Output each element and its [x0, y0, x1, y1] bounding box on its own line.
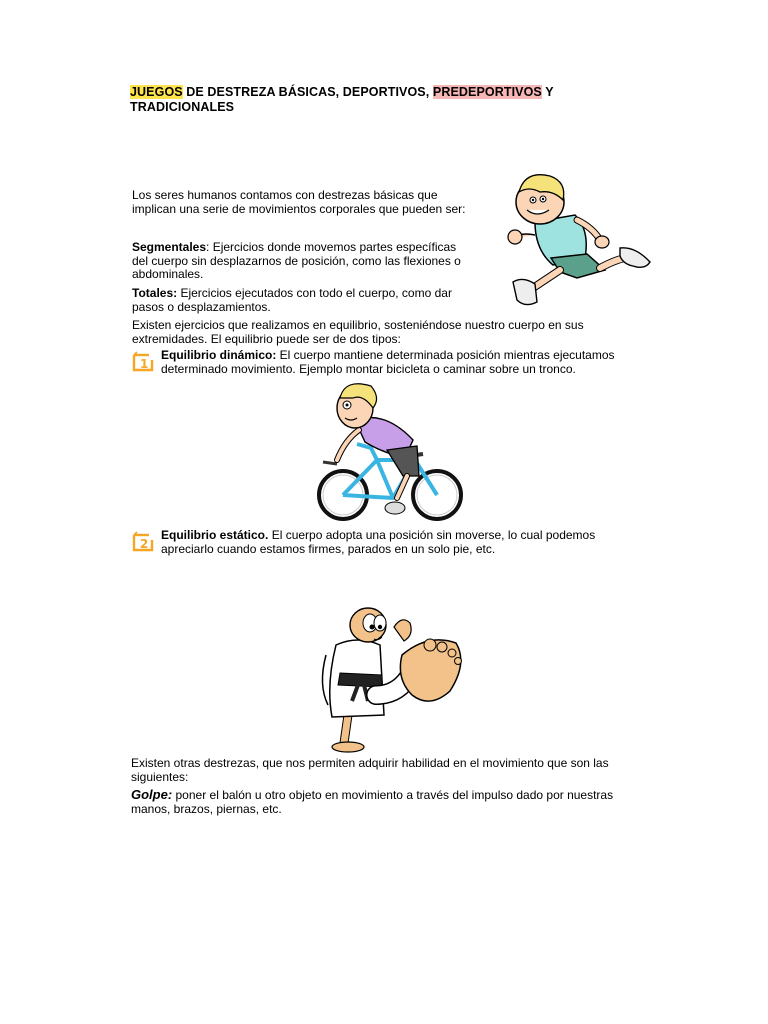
text-line: manos, brazos, piernas, etc. — [131, 801, 282, 816]
karate-kick-illustration — [318, 605, 468, 755]
text-line: Ejercicios ejecutados con todo el cuerpo, como dar — [177, 286, 452, 300]
text-line: siguientes: — [131, 769, 189, 784]
title-part: DE DESTREZA BÁSICAS, DEPORTIVOS, — [182, 85, 433, 99]
totales-paragraph — [132, 287, 502, 314]
text-line: del cuerpo sin desplazarnos de posición, como las flexiones o — [132, 253, 461, 268]
text-line: Los seres humanos contamos con destrezas básicas que — [132, 188, 438, 202]
text-line: El cuerpo adopta una posición sin moverse, lo cual podemos — [268, 528, 596, 542]
text-line: pasos o desplazamientos. — [132, 299, 271, 314]
title-word-juegos: JUEGOS — [130, 85, 183, 99]
estatico-paragraph — [161, 529, 661, 556]
icon-number: 2 — [140, 537, 149, 551]
document-title — [130, 85, 650, 115]
title-line-2: TRADICIONALES — [130, 100, 235, 114]
segmentales-paragraph — [132, 241, 502, 282]
text-line: poner el balón u otro objeto en movimiento a través del impulso dado por nuestras — [172, 788, 614, 802]
estatico-label: Equilibrio estático. — [161, 528, 269, 542]
text-line: determinado movimiento. Ejemplo montar bicicleta o caminar sobre un tronco. — [161, 361, 576, 376]
golpe-label: Golpe: — [131, 787, 173, 802]
otras-destrezas-paragraph — [131, 757, 671, 784]
intro-paragraph — [132, 189, 502, 216]
dinamico-paragraph — [161, 349, 661, 376]
cyclist-illustration — [315, 380, 467, 530]
text-line: : Ejercicios donde movemos partes específicas — [206, 240, 457, 254]
segmentales-label: Segmentales — [132, 240, 207, 254]
icon-number: 1 — [140, 357, 149, 371]
number-two-icon — [131, 531, 155, 553]
dinamico-label: Equilibrio dinámico: — [161, 348, 277, 362]
title-word-predeportivos: PREDEPORTIVOS — [432, 85, 542, 99]
number-one-icon — [131, 351, 155, 373]
golpe-paragraph — [131, 788, 671, 816]
totales-label: Totales: — [132, 286, 178, 300]
text-line: extremidades. El equilibrio puede ser de dos tipos: — [132, 331, 401, 346]
text-line: Existen ejercicios que realizamos en equilibrio, sosteniéndose nuestro cuerpo en sus — [132, 318, 584, 332]
text-line: El cuerpo mantiene determinada posición mientras ejecutamos — [276, 348, 615, 362]
equilibrio-paragraph — [132, 319, 672, 346]
text-line: abdominales. — [132, 267, 204, 282]
text-line: implican una serie de movimientos corporales que pueden ser: — [132, 201, 466, 216]
text-line: apreciarlo cuando estamos firmes, parados en un solo pie, etc. — [161, 541, 496, 556]
title-part: Y — [541, 85, 554, 99]
text-line: Existen otras destrezas, que nos permiten adquirir habilidad en el movimiento que son las — [131, 756, 609, 770]
running-boy-illustration — [505, 170, 655, 315]
